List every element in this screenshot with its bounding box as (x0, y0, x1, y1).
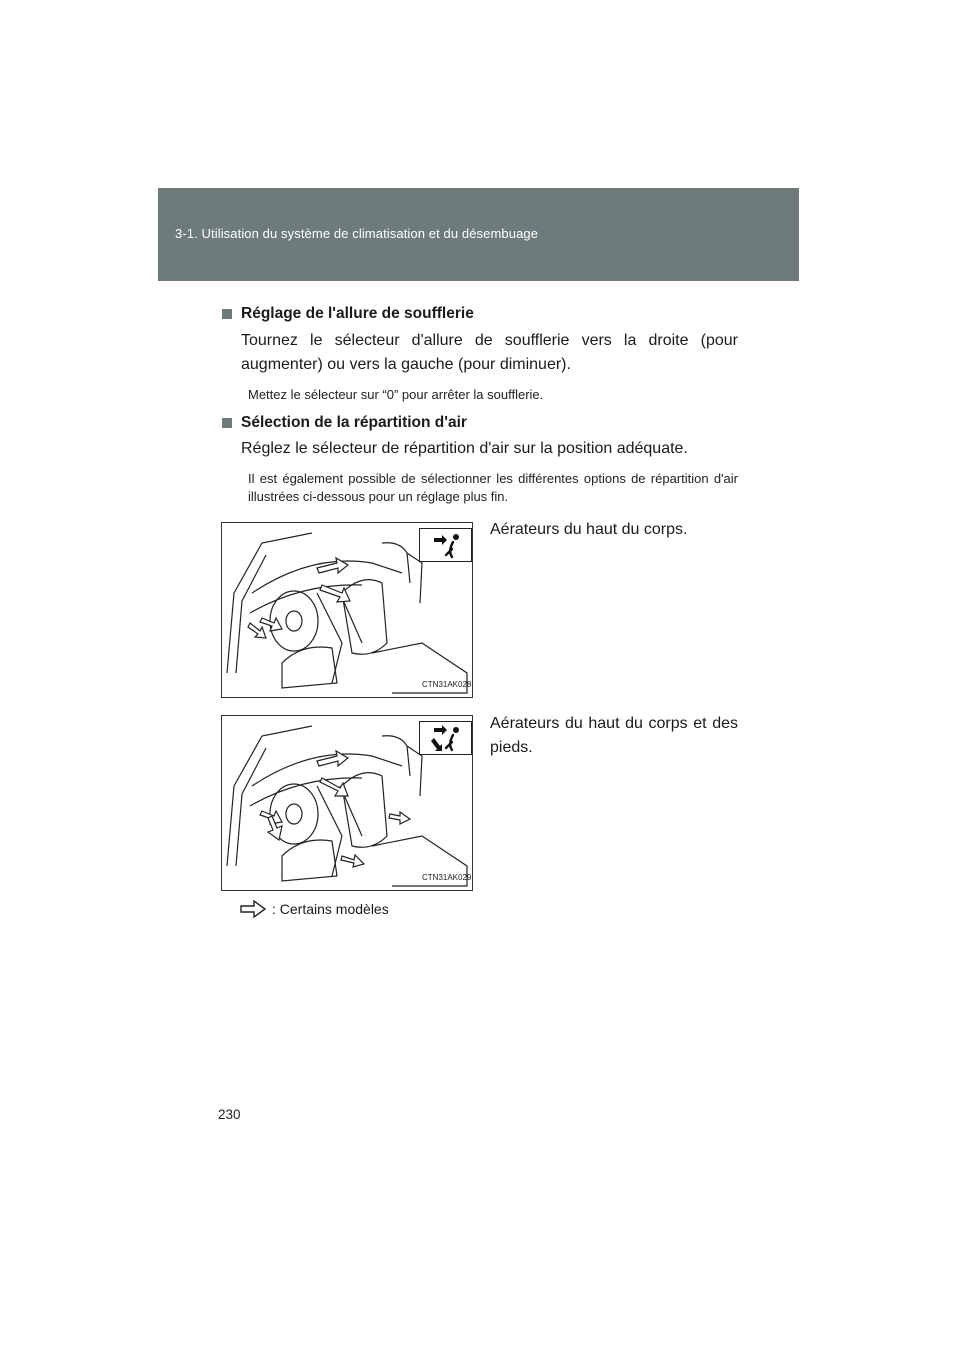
heading-square-icon (222, 418, 232, 428)
upper-body-vent-icon (420, 529, 471, 561)
figure-upper-body-and-feet-vents (221, 715, 473, 891)
section-header-band (158, 188, 799, 281)
caption-upper-body-vents: Aérateurs du haut du corps. (490, 521, 688, 538)
page-number: 230 (218, 1107, 241, 1122)
figure-upper-body-vents (221, 522, 473, 698)
heading-text: Réglage de l'allure de soufflerie (241, 305, 474, 322)
caption-upper-body-and-feet-vents: Aérateurs du haut du corps et des pieds. (490, 715, 738, 756)
bi-level-vent-icon (420, 722, 471, 754)
mode-indicator (419, 528, 472, 562)
mode-indicator (419, 721, 472, 755)
outlined-arrow-icon (240, 900, 266, 918)
note-air-distribution: Il est également possible de sélectionner les différentes options de répartition d'air illustrées ci-dessous pour un réglage plus fin. (248, 471, 738, 504)
body-air-distribution: Réglez le sélecteur de répartition d'air sur la position adéquate. (241, 440, 688, 457)
heading-square-icon (222, 309, 232, 319)
legend (240, 900, 389, 918)
figure-code: CTN31AK028 (422, 680, 472, 689)
heading-text: Sélection de la répartition d'air (241, 414, 467, 431)
heading-air-distribution (222, 414, 467, 432)
figure-code: CTN31AK029 (422, 873, 472, 882)
note-fan-speed: Mettez le sélecteur sur “0” pour arrêter la soufflerie. (248, 387, 544, 402)
heading-fan-speed (222, 305, 474, 323)
body-fan-speed: Tournez le sélecteur d'allure de soufflerie vers la droite (pour augmenter) ou vers la gauche (pour diminuer). (241, 332, 738, 373)
legend-text: : Certains modèles (272, 901, 389, 917)
section-title: 3-1. Utilisation du système de climatisation et du désembuage (175, 226, 539, 241)
